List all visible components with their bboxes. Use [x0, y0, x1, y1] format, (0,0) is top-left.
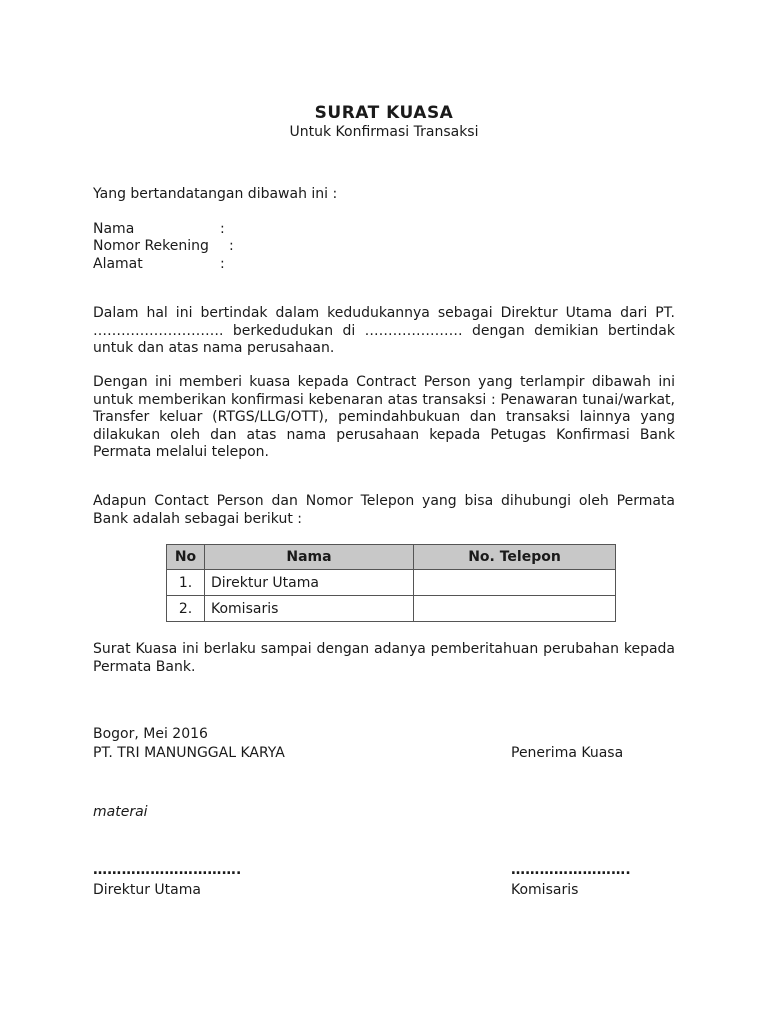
- field-label-alamat: Alamat: [93, 256, 143, 272]
- cell-no: 2.: [167, 596, 205, 622]
- signature-line-left: ………………………….: [93, 862, 242, 878]
- intro-text: Yang bertandatangan dibawah ini :: [93, 186, 338, 202]
- paragraph-authority: Dalam hal ini bertindak dalam kedudukannya sebagai Direktur Utama dari PT. ………………………. berkedudukan di ………………… dengan demikian bertindak untuk dan atas nama perusahaan.: [93, 305, 675, 356]
- company-name: PT. TRI MANUNGGAL KARYA: [93, 745, 285, 761]
- header-no: No: [167, 545, 205, 570]
- field-colon-nama: :: [220, 221, 225, 237]
- contacts-table: [166, 544, 616, 622]
- field-label-nama: Nama: [93, 221, 135, 237]
- header-telepon: No. Telepon: [414, 545, 616, 570]
- place-date: Bogor, Mei 2016: [93, 726, 208, 742]
- paragraph-grant: Dengan ini memberi kuasa kepada Contract Person yang terlampir dibawah ini untuk memberikan konfirmasi kebenaran atas transaksi : Penawaran tunai/warkat, Transfer keluar (RTGS/LLG/OTT), pemindahbukuan dan transaksi lainnya yang dilakukan oleh dan atas nama perusahaan kepada Petugas Konfirmasi Bank Permata melalui telepon.: [93, 374, 675, 460]
- document-subtitle: Untuk Konfirmasi Transaksi: [289, 124, 479, 140]
- document-title: SURAT KUASA: [314, 103, 454, 123]
- signatory-left-title: Direktur Utama: [93, 882, 201, 898]
- paragraph-validity: Surat Kuasa ini berlaku sampai dengan adanya pemberitahuan perubahan kepada Permata Bank.: [93, 641, 675, 675]
- receiver-label: Penerima Kuasa: [511, 745, 624, 761]
- signatory-right-title: Komisaris: [511, 882, 579, 898]
- table-row: [167, 596, 616, 622]
- signature-line-right: …………………….: [511, 862, 632, 878]
- cell-telepon: [414, 596, 616, 622]
- cell-nama: Komisaris: [205, 596, 414, 622]
- cell-no: 1.: [167, 570, 205, 596]
- materai-label: materai: [93, 804, 148, 820]
- field-colon-nomor-rekening: :: [229, 238, 234, 254]
- table-row: [167, 570, 616, 596]
- cell-telepon: [414, 570, 616, 596]
- table-header-row: [167, 545, 616, 570]
- field-colon-alamat: :: [220, 256, 225, 272]
- field-label-nomor-rekening: Nomor Rekening: [93, 238, 209, 254]
- paragraph-contacts-intro: Adapun Contact Person dan Nomor Telepon yang bisa dihubungi oleh Permata Bank adalah sebagai berikut :: [93, 493, 675, 527]
- cell-nama: Direktur Utama: [205, 570, 414, 596]
- header-nama: Nama: [205, 545, 414, 570]
